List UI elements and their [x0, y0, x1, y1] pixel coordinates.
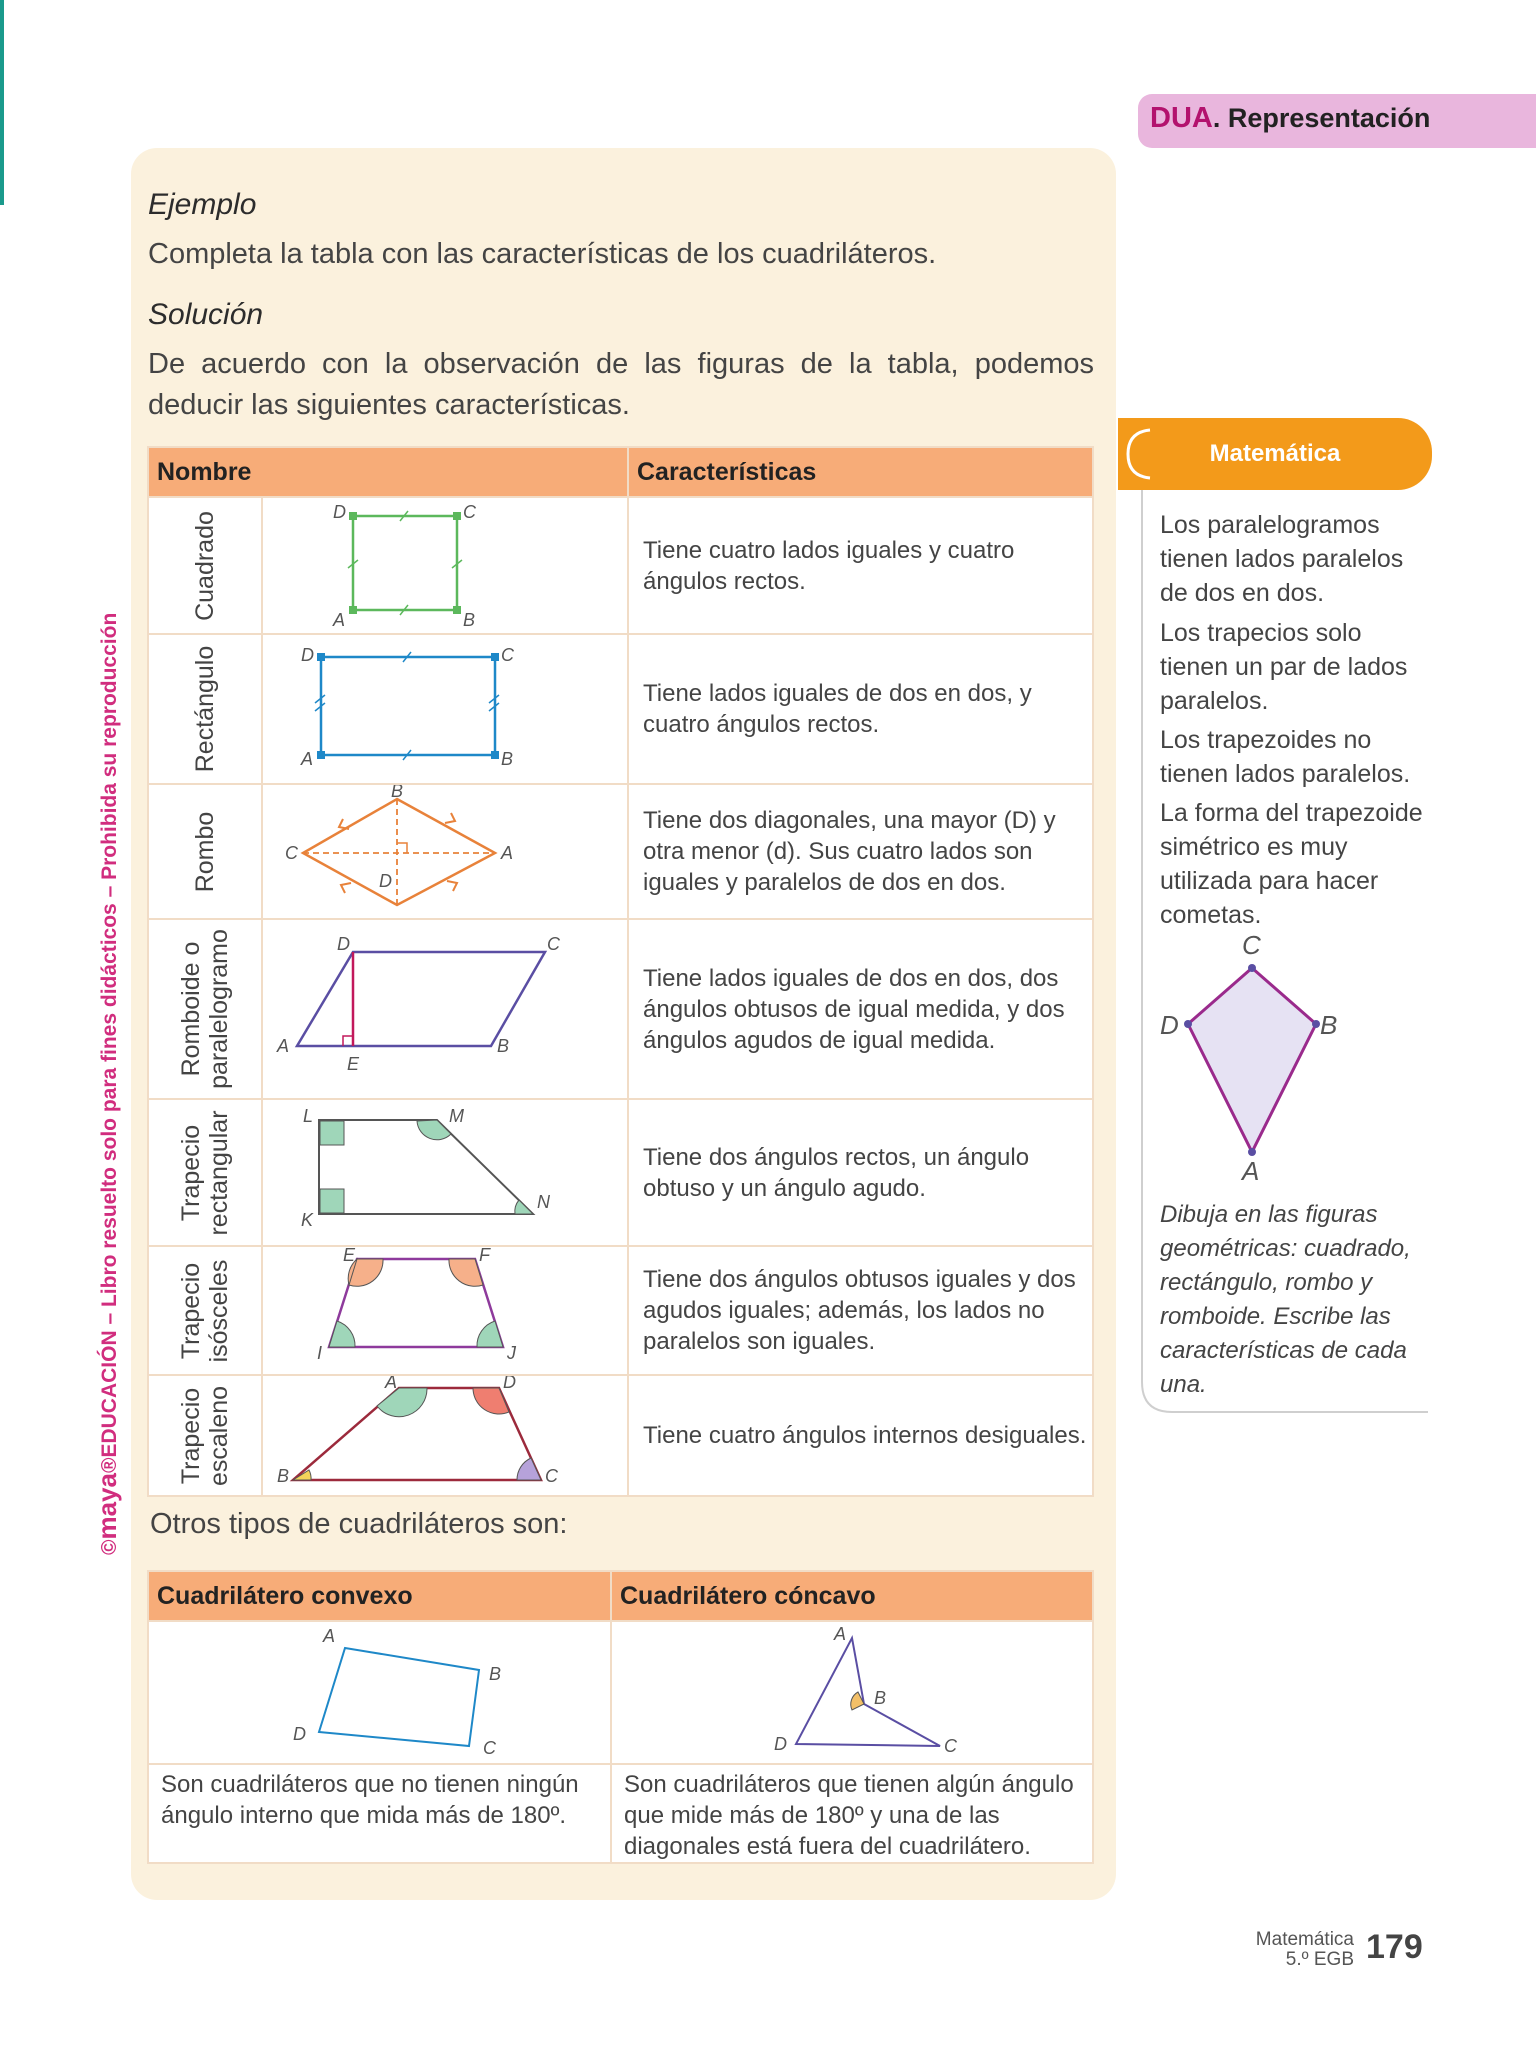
sidebar-para-3: Los trapezoides no tienen lados paralelos. [1160, 726, 1411, 788]
table-row [148, 1099, 1093, 1246]
kite-label-d: D [1160, 1010, 1179, 1040]
convex-text: Son cuadriláteros que no tienen ningún ángulo interno que mida más de 180º. [148, 1764, 611, 1863]
itrap-label-e: E [342, 1247, 355, 1265]
kite-label-c: C [1242, 930, 1261, 960]
concave-label-b: B [874, 1688, 887, 1708]
kite-label-a: A [1242, 1156, 1260, 1186]
row-text: Tiene cuatro ángulos internos desiguales. [628, 1375, 1093, 1496]
dua-label: . Representación [1212, 103, 1431, 133]
rhomboid-label-e: E [346, 1054, 359, 1074]
convex-concave-table [147, 1570, 1094, 1864]
row-name: Rombo [148, 784, 262, 919]
rhomboid-label-d: D [336, 934, 350, 954]
others-intro: Otros tipos de cuadriláteros son: [150, 1508, 568, 1540]
concave-label-a: A [834, 1624, 847, 1644]
strap-label-a: A [384, 1376, 397, 1392]
row-name: Rectángulo [148, 634, 262, 784]
page-number: 179 [1366, 1928, 1423, 1966]
rect-label-c: C [500, 645, 514, 665]
sidebar-para-2: Los trapecios solo tienen un par de lados paralelos. [1160, 619, 1408, 715]
rect-label-a: A [300, 749, 313, 769]
rtrap-label-l: L [302, 1106, 313, 1126]
rhomboid-figure [262, 919, 628, 1099]
concave-text: Son cuadriláteros que tienen algún ángulo que mide más de 180º y una de las diagonales está fuera del cuadrilátero. [611, 1764, 1093, 1863]
square-label-a: A [332, 610, 345, 628]
rhombus-label-c: C [284, 843, 298, 863]
strap-label-b: B [276, 1466, 289, 1486]
row-text: Tiene dos diagonales, una mayor (D) y otra menor (d). Sus cuatro lados son iguales y paralelos de dos en dos. [628, 784, 1093, 919]
rhombus-label-b: B [390, 785, 403, 801]
strap-label-c: C [544, 1466, 558, 1486]
kite-label-b: B [1320, 1010, 1338, 1040]
rhombus-label-a: A [500, 843, 513, 863]
scalene-trapezoid-figure [262, 1375, 628, 1496]
square-label-b: B [462, 610, 475, 628]
page-edge-strip [0, 0, 4, 205]
table-row [148, 784, 1093, 919]
header-name: Nombre [148, 447, 628, 497]
header-convex: Cuadrilátero convexo [148, 1571, 611, 1621]
example-prompt: Completa la tabla con las características de los cuadriláteros. [148, 238, 937, 270]
square-figure [262, 497, 628, 634]
kite-figure [1150, 924, 1350, 1194]
strap-label-d: D [502, 1376, 516, 1392]
row-name: Cuadrado [148, 497, 262, 634]
row-text: Tiene cuatro lados iguales y cuatro ángulos rectos. [628, 497, 1093, 634]
copyright-symbol: © [98, 1539, 121, 1555]
concave-figure [611, 1621, 1093, 1764]
row-text: Tiene dos ángulos rectos, un ángulo obtuso y un ángulo agudo. [628, 1099, 1093, 1246]
concave-label-d: D [774, 1734, 787, 1754]
convex-label-d: D [293, 1724, 306, 1744]
row-name: Trapecio escaleno [148, 1375, 262, 1496]
footer-subject: Matemática [1255, 1929, 1354, 1950]
table-row [148, 497, 1093, 634]
convex-label-c: C [483, 1738, 496, 1758]
solution-heading: Solución [148, 298, 264, 331]
footer-grade: 5.º EGB [1285, 1949, 1354, 1970]
brand-name: maya [92, 1473, 122, 1540]
row-text: Tiene dos ángulos obtusos iguales y dos agudos iguales; además, los lados no paralelos son iguales. [628, 1246, 1093, 1375]
rtrap-label-m: M [448, 1106, 464, 1126]
rhombus-figure [262, 784, 628, 919]
rtrap-label-n: N [536, 1192, 550, 1212]
table-row [148, 919, 1093, 1099]
right-trapezoid-figure [262, 1099, 628, 1246]
sidebar-task: Dibuja en las figuras geométricas: cuadrado, rectángulo, rombo y romboide. Escribe las características de cada una. [1160, 1201, 1411, 1398]
copyright-notice: ®EDUCACIÓN – Libro resuelto solo para fines didácticos – Prohibida su reproducción [98, 612, 121, 1474]
convex-figure [148, 1621, 611, 1764]
header-concave: Cuadrilátero cóncavo [611, 1571, 1093, 1621]
square-label-d: D [332, 502, 346, 522]
itrap-label-i: I [316, 1343, 322, 1363]
rhombus-label-d: D [378, 871, 392, 891]
row-name: Romboide o paralelogramo [148, 919, 262, 1099]
sidebar-para-4: La forma del trapezoide simétrico es muy utilizada para hacer cometas. [1160, 799, 1423, 929]
rect-label-b: B [500, 749, 513, 769]
isosceles-trapezoid-figure [262, 1246, 628, 1375]
row-text: Tiene lados iguales de dos en dos, dos ángulos obtusos de igual medida, y dos ángulos agudos de igual medida. [628, 919, 1093, 1099]
row-text: Tiene lados iguales de dos en dos, y cuatro ángulos rectos. [628, 634, 1093, 784]
table-row [148, 634, 1093, 784]
table-row [148, 1375, 1093, 1496]
figures-row [148, 1621, 1093, 1764]
convex-label-a: A [323, 1626, 336, 1646]
rect-label-d: D [300, 645, 314, 665]
sidebar-para-1: Los paralelogramos tienen lados paralelos de dos en dos. [1160, 511, 1404, 607]
quadrilateral-table [147, 446, 1094, 1497]
descriptions-row [148, 1764, 1093, 1863]
itrap-label-f: F [478, 1247, 490, 1265]
solution-text: De acuerdo con la observación de las figuras de la tabla, podemos deducir las siguientes características. [148, 348, 1094, 421]
dua-tab [1138, 94, 1536, 148]
row-name: Trapecio rectangular [148, 1099, 262, 1246]
concave-label-c: C [944, 1736, 957, 1756]
sidebar-header [1118, 418, 1432, 490]
table-row [148, 1246, 1093, 1375]
rhomboid-label-a: A [276, 1036, 289, 1056]
rhomboid-label-c: C [546, 934, 560, 954]
dua-prefix: DUA [1150, 102, 1213, 134]
header-characteristics: Características [628, 447, 1093, 497]
side-copyright-text [92, 613, 123, 1555]
itrap-label-j: J [506, 1343, 516, 1363]
sidebar-title: Matemática [1209, 440, 1341, 467]
square-label-c: C [462, 502, 476, 522]
example-heading: Ejemplo [148, 188, 257, 221]
rectangle-figure [262, 634, 628, 784]
rhomboid-label-b: B [496, 1036, 509, 1056]
row-name: Trapecio isósceles [148, 1246, 262, 1375]
convex-label-b: B [489, 1664, 502, 1684]
rtrap-label-k: K [300, 1210, 313, 1230]
